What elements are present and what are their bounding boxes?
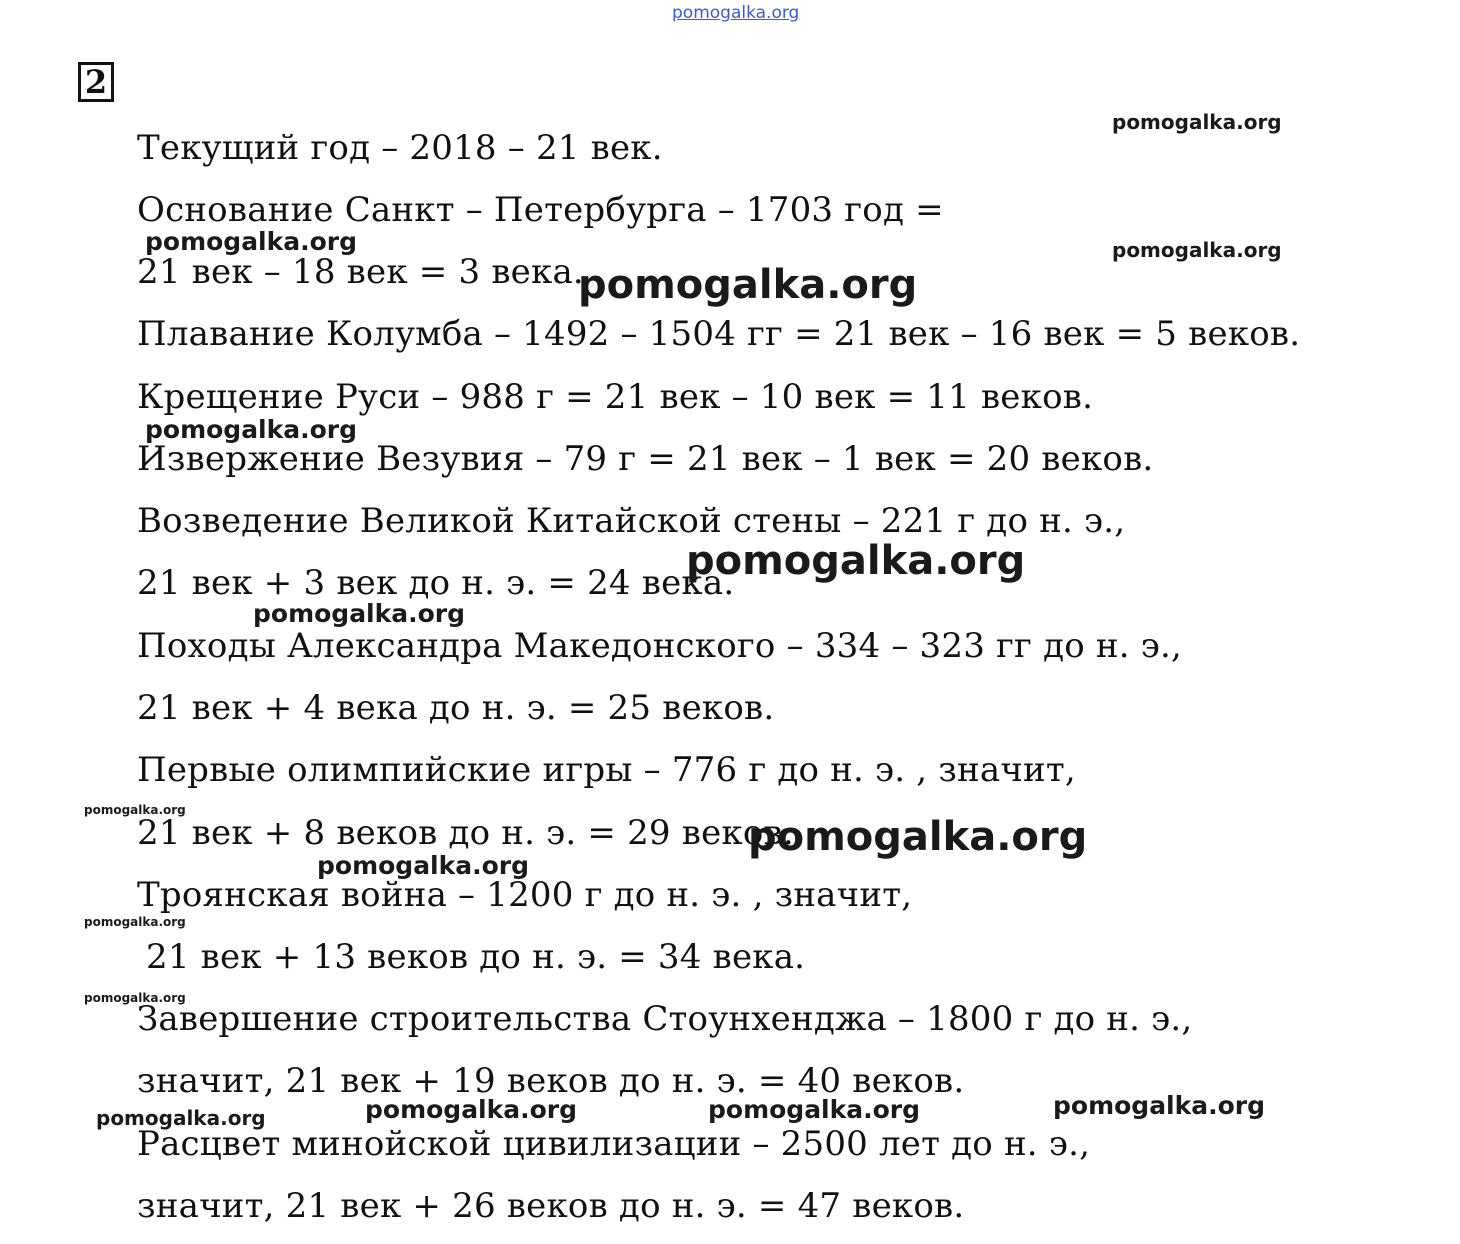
- watermark: pomogalka.org: [708, 1095, 921, 1124]
- answer-line: Возведение Великой Китайской стены – 221 г до н. э.,: [137, 501, 1126, 541]
- answer-line: 21 век + 4 века до н. э. = 25 веков.: [137, 688, 775, 728]
- answer-line: Расцвет минойской цивилизации – 2500 лет до н. э.,: [137, 1124, 1091, 1164]
- watermark: pomogalka.org: [1053, 1091, 1266, 1120]
- watermark: pomogalka.org: [317, 851, 530, 880]
- watermark: pomogalka.org: [578, 262, 918, 308]
- watermark: pomogalka.org: [748, 814, 1088, 860]
- answer-line: Основание Санкт – Петербурга – 1703 год =: [137, 190, 944, 230]
- site-link[interactable]: pomogalka.org: [672, 3, 800, 23]
- watermark: pomogalka.org: [145, 415, 358, 444]
- watermark: pomogalka.org: [1112, 110, 1282, 134]
- answer-line: значит, 21 век + 26 веков до н. э. = 47 веков.: [137, 1186, 965, 1226]
- answer-line: Извержение Везувия – 79 г = 21 век – 1 век = 20 веков.: [137, 439, 1154, 479]
- watermark: pomogalka.org: [84, 991, 186, 1005]
- watermark: pomogalka.org: [1112, 238, 1282, 262]
- watermark: pomogalka.org: [84, 915, 186, 929]
- answer-line: значит, 21 век + 19 веков до н. э. = 40 веков.: [137, 1061, 965, 1101]
- watermark: pomogalka.org: [84, 803, 186, 817]
- answer-line: 21 век + 8 веков до н. э. = 29 веков.: [137, 813, 794, 853]
- answer-line: 21 век + 3 век до н. э. = 24 века.: [137, 563, 735, 603]
- answer-line: Плавание Колумба – 1492 – 1504 гг = 21 век – 16 век = 5 веков.: [137, 314, 1301, 354]
- answer-line: Текущий год – 2018 – 21 век.: [137, 128, 663, 168]
- answer-line: 21 век – 18 век = 3 века.: [137, 252, 584, 292]
- watermark: pomogalka.org: [96, 1106, 266, 1130]
- answer-line: Первые олимпийские игры – 776 г до н. э. , значит,: [137, 750, 1076, 790]
- watermark: pomogalka.org: [253, 599, 466, 628]
- watermark: pomogalka.org: [145, 227, 358, 256]
- answer-line: Троянская война – 1200 г до н. э. , значит,: [137, 875, 913, 915]
- answer-line: Завершение строительства Стоунхенджа – 1800 г до н. э.,: [137, 999, 1193, 1039]
- watermark: pomogalka.org: [686, 538, 1026, 584]
- answer-line: Походы Александра Македонского – 334 – 323 гг до н. э.,: [137, 626, 1183, 666]
- answer-line: Крещение Руси – 988 г = 21 век – 10 век = 11 веков.: [137, 377, 1094, 417]
- task-number-box: 2: [78, 62, 114, 102]
- answer-line: 21 век + 13 веков до н. э. = 34 века.: [146, 937, 806, 977]
- watermark: pomogalka.org: [365, 1095, 578, 1124]
